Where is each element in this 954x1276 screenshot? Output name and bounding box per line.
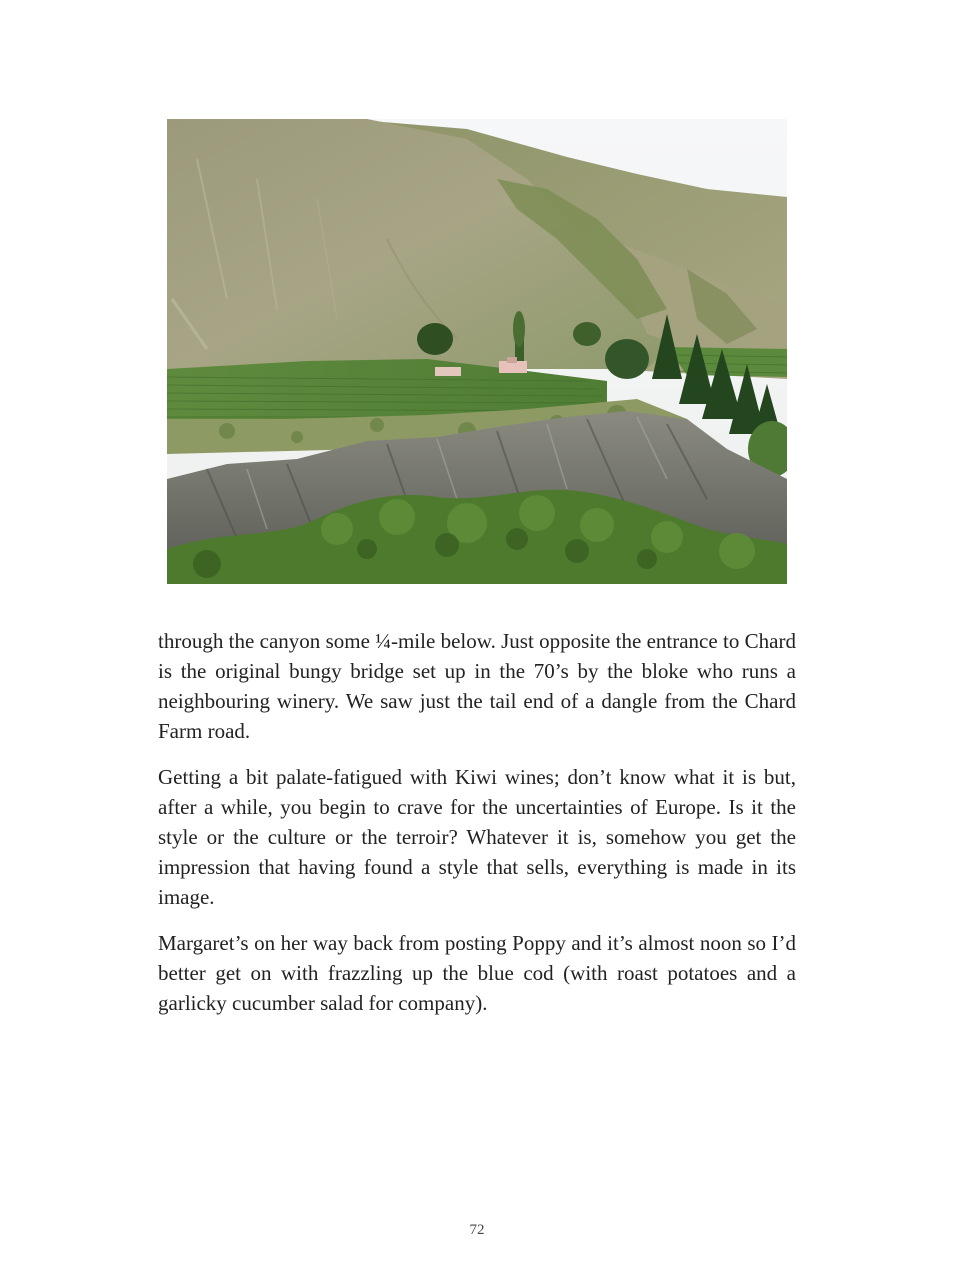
page-number: 72: [469, 1222, 485, 1238]
paragraph-3: Margaret’s on her way back from posting Poppy and it’s almost noon so I’d better get on with frazzling up the blue cod (with roast potatoes and a garlicky cucumber salad for company).: [158, 931, 796, 1015]
body-text: [158, 626, 796, 1034]
paragraph-1: through the canyon some ¼-mile below. Just opposite the entrance to Chard is the original bungy bridge set up in the 70’s by the bloke who runs a neighbouring winery. We saw just the tail end of a dangle from the Chard Farm road.: [158, 629, 796, 743]
landscape-photo: [167, 119, 787, 584]
vineyard-valley-image: [167, 119, 787, 584]
paragraph-2: Getting a bit palate-fatigued with Kiwi wines; don’t know what it is but, after a while, you begin to crave for the uncertainties of Europe. Is it the style or the culture or the terroir? Whatever it is, somehow you get the impression that having found a style that sells, everything is made in its image.: [158, 765, 796, 909]
